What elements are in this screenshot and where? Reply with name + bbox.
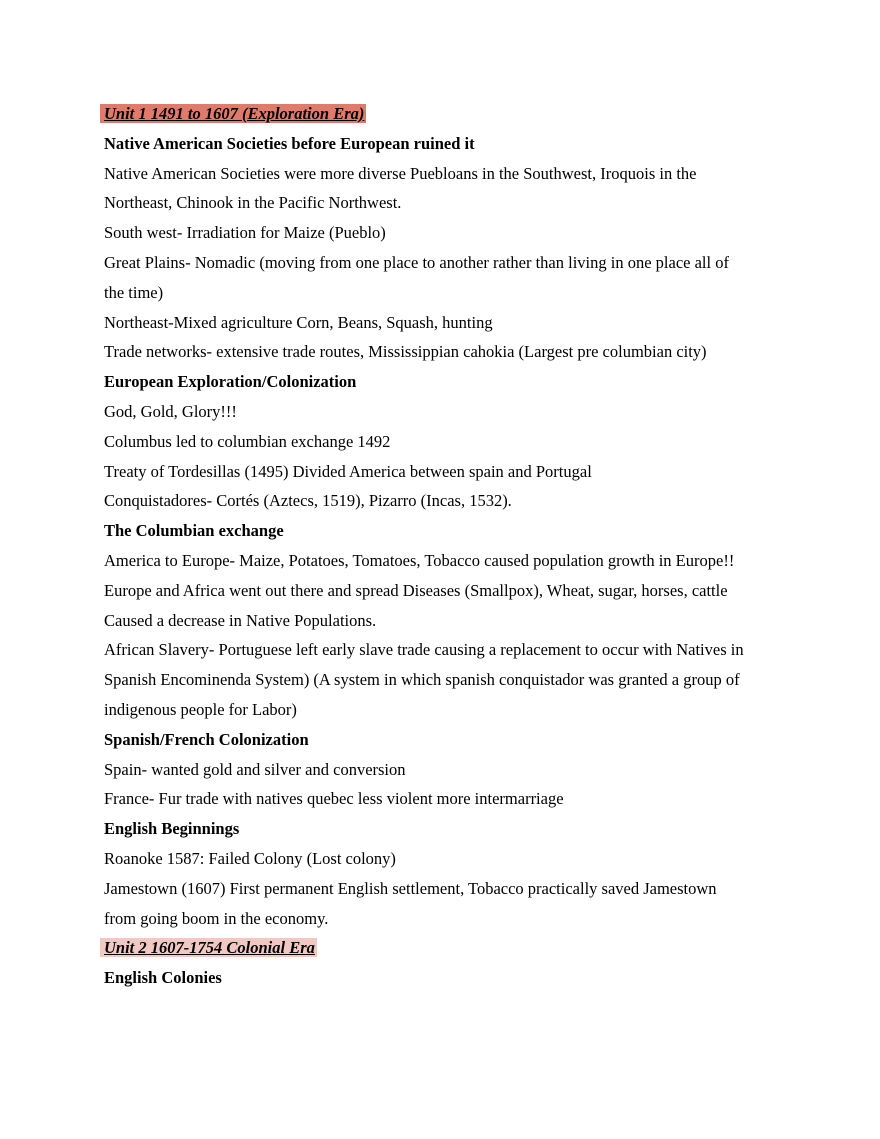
body-line: Spain- wanted gold and silver and conversion <box>104 759 406 779</box>
section-heading-european-exploration: European Exploration/Colonization <box>104 372 357 392</box>
body-line: France- Fur trade with natives quebec less violent more intermarriage <box>104 789 564 809</box>
body-line: Northeast, Chinook in the Pacific Northwest. <box>104 193 402 213</box>
body-line: Jamestown (1607) First permanent English settlement, Tobacco practically saved Jamestown <box>104 878 717 898</box>
body-line: Native American Societies were more diverse Puebloans in the Southwest, Iroquois in the <box>104 163 697 183</box>
body-line: America to Europe- Maize, Potatoes, Tomatoes, Tobacco caused population growth in Europe!! <box>104 550 735 570</box>
body-line: Columbus led to columbian exchange 1492 <box>104 431 391 451</box>
body-line: Europe and Africa went out there and spread Diseases (Smallpox), Wheat, sugar, horses, cattle <box>104 580 728 600</box>
section-heading-native-american-societies: Native American Societies before European ruined it <box>104 133 475 153</box>
body-line: indigenous people for Labor) <box>104 699 297 719</box>
body-line: South west- Irradiation for Maize (Pueblo) <box>104 223 386 243</box>
body-line: Northeast-Mixed agriculture Corn, Beans, Squash, hunting <box>104 312 493 332</box>
section-heading-spanish-french-colonization: Spanish/French Colonization <box>104 729 309 749</box>
unit-2-heading-line <box>104 933 804 963</box>
section-heading-columbian-exchange: The Columbian exchange <box>104 521 284 541</box>
document-page <box>104 99 804 993</box>
body-line: the time) <box>104 282 164 302</box>
body-line: Conquistadores- Cortés (Aztecs, 1519), Pizarro (Incas, 1532). <box>104 491 512 511</box>
body-line: Trade networks- extensive trade routes, Mississippian cahokia (Largest pre columbian city) <box>104 342 707 362</box>
body-line: Roanoke 1587: Failed Colony (Lost colony) <box>104 848 396 868</box>
body-line: Treaty of Tordesillas (1495) Divided America between spain and Portugal <box>104 461 592 481</box>
unit-1-heading-line <box>104 99 804 129</box>
body-line: Spanish Encominenda System) (A system in which spanish conquistador was granted a group of <box>104 670 740 690</box>
unit-2-heading: Unit 2 1607-1754 Colonial Era <box>100 938 317 957</box>
section-heading-english-colonies: English Colonies <box>104 968 222 988</box>
body-line: God, Gold, Glory!!! <box>104 401 237 421</box>
section-heading-english-beginnings: English Beginnings <box>104 819 240 839</box>
body-line: African Slavery- Portuguese left early slave trade causing a replacement to occur with Natives in <box>104 640 744 660</box>
body-line: from going boom in the economy. <box>104 908 329 928</box>
body-line: Great Plains- Nomadic (moving from one place to another rather than living in one place all of <box>104 252 729 272</box>
body-line: Caused a decrease in Native Populations. <box>104 610 377 630</box>
unit-1-heading: Unit 1 1491 to 1607 (Exploration Era) <box>100 104 366 123</box>
